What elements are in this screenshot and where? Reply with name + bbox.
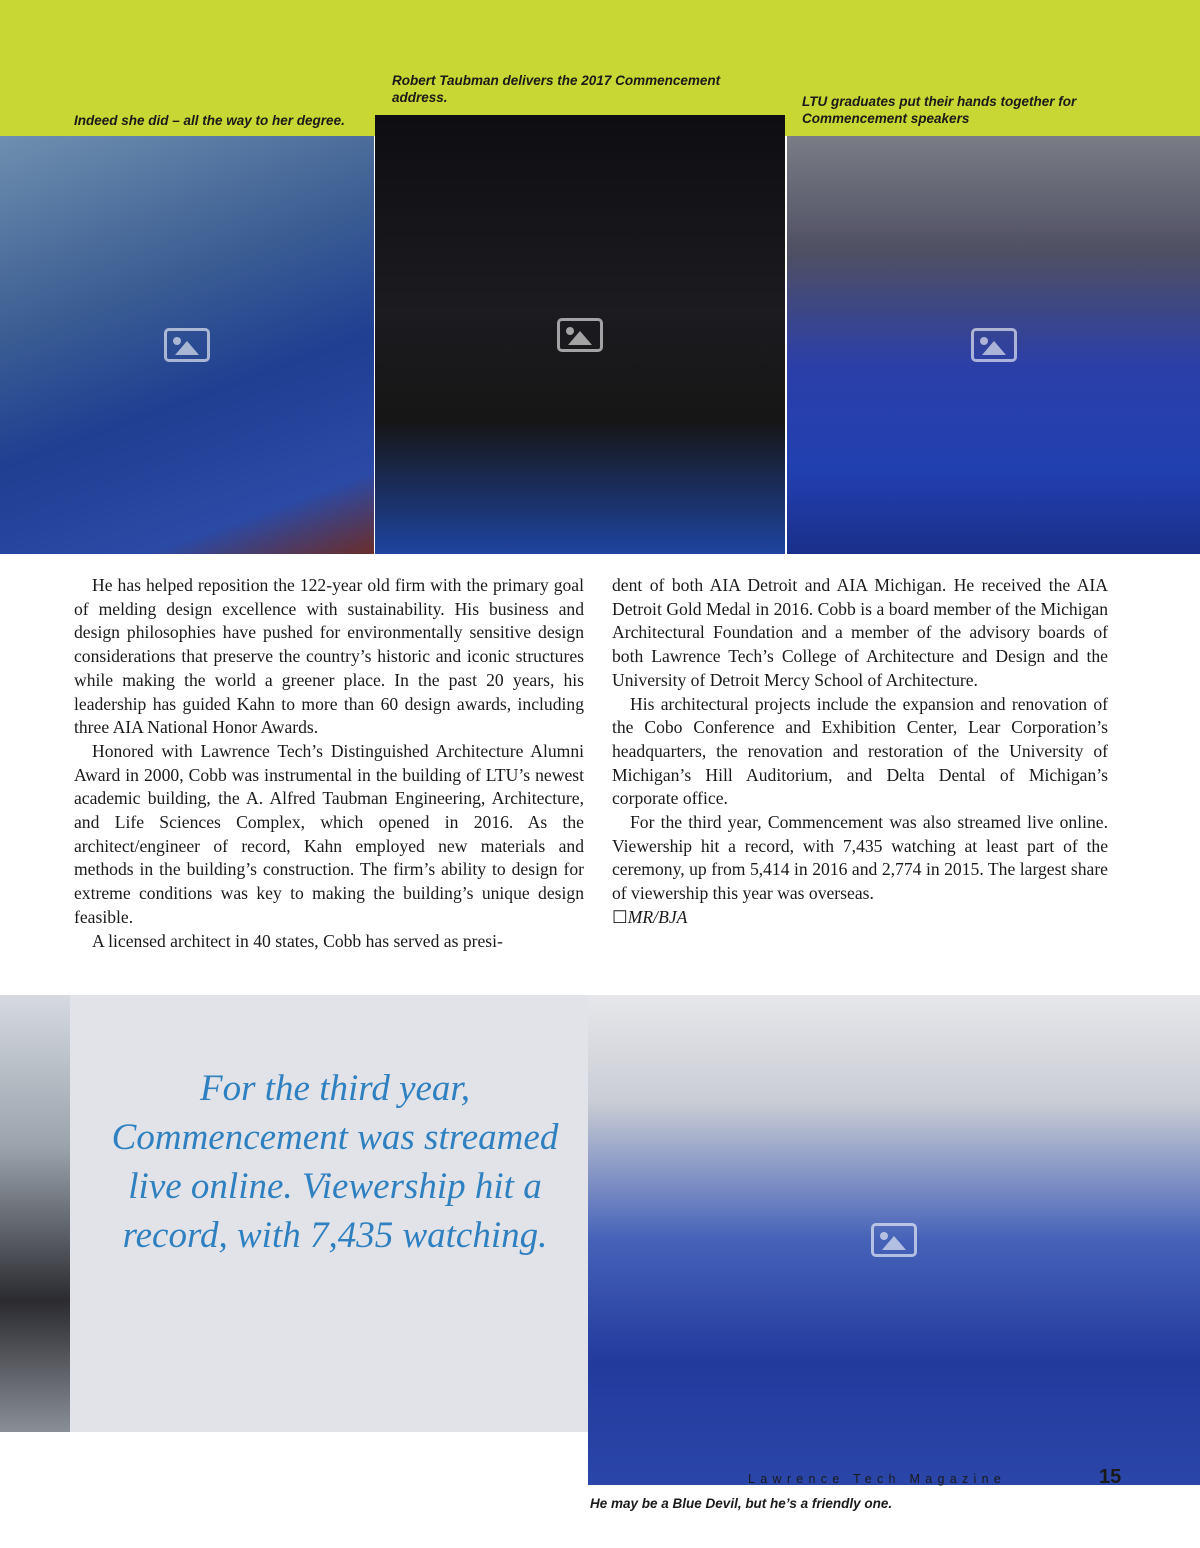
photo-blue-devil-mascot [588, 995, 1200, 1485]
magazine-name: Lawrence Tech Magazine [748, 1472, 1007, 1486]
author-initials: MR/BJA [627, 906, 688, 927]
pull-quote: For the third year, Commencement was streamed live online. Viewership hit a record, with 7,435 watching. [111, 1068, 559, 1256]
photo-graduates-clapping [787, 136, 1200, 554]
end-mark: ☐ [612, 906, 628, 927]
article-paragraph: A licensed architect in 40 states, Cobb has served as presi- [92, 930, 503, 951]
article-paragraph: His architectural projects include the expansion and renovation of the Cobo Conference and Exhibition Center, Lear Corporation’s headquarters, the renovation and restoration of the University of Michigan’s Hill Auditorium, and Delta Dental of Michigan’s corporate office. [612, 693, 1108, 809]
article-signoff [612, 906, 1108, 930]
photo-caption-graduates: LTU graduates put their hands together for Commencement speakers [802, 94, 1077, 126]
photo-caption-mascot: He may be a Blue Devil, but he’s a friendly one. [590, 1496, 893, 1511]
photo-caption-speaker: Robert Taubman delivers the 2017 Commencement address. [392, 73, 721, 105]
article-paragraph: Honored with Lawrence Tech’s Distinguished Architecture Alumni Award in 2000, Cobb was instrumental in the building of LTU’s newest academic building, the A. Alfred Taubman Engineering, Architecture, and Life Sciences Complex, which opened in 2016. As the architect/engineer of record, Kahn employed new materials and methods in the building’s construction. The firm’s ability to design for extreme conditions was key to making the building’s unique design feasible. [74, 740, 584, 927]
article-paragraph: dent of both AIA Detroit and AIA Michigan. He received the AIA Detroit Gold Medal in 2016. Cobb is a board member of the Michigan Architectural Foundation and a member of the advisory boards of both Lawrence Tech’s College of Architecture and Design and the University of Detroit Mercy School of Architecture. [612, 575, 1108, 690]
image-icon [164, 328, 210, 362]
page-number: 15 [1099, 1466, 1122, 1488]
image-icon [871, 1223, 917, 1257]
photo-crowd-edge [0, 995, 70, 1432]
photo-speaker-podium [375, 115, 785, 554]
article-paragraph: He has helped reposition the 122-year old firm with the primary goal of melding design excellence with sustainability. His business and design philosophies have pushed for environmentally sensitive design considerations that preserve the country’s historic and iconic structures while making the world a greener place. In the past 20 years, his leadership has guided Kahn to more than 60 design awards, including three AIA National Honor Awards. [74, 575, 584, 738]
article-paragraph: For the third year, Commencement was also streamed live online. Viewership hit a record, with 7,435 watching at least part of the ceremony, up from 5,414 in 2016 and 2,774 in 2015. The largest share of viewership this year was overseas. [612, 812, 1108, 904]
image-icon [971, 328, 1017, 362]
article-column-left [74, 574, 584, 953]
article-column-right [612, 574, 1108, 930]
photo-caption-grad-cap: Indeed she did – all the way to her degree. [74, 113, 345, 128]
photo-graduate-cap [0, 136, 374, 554]
image-icon [557, 318, 603, 352]
